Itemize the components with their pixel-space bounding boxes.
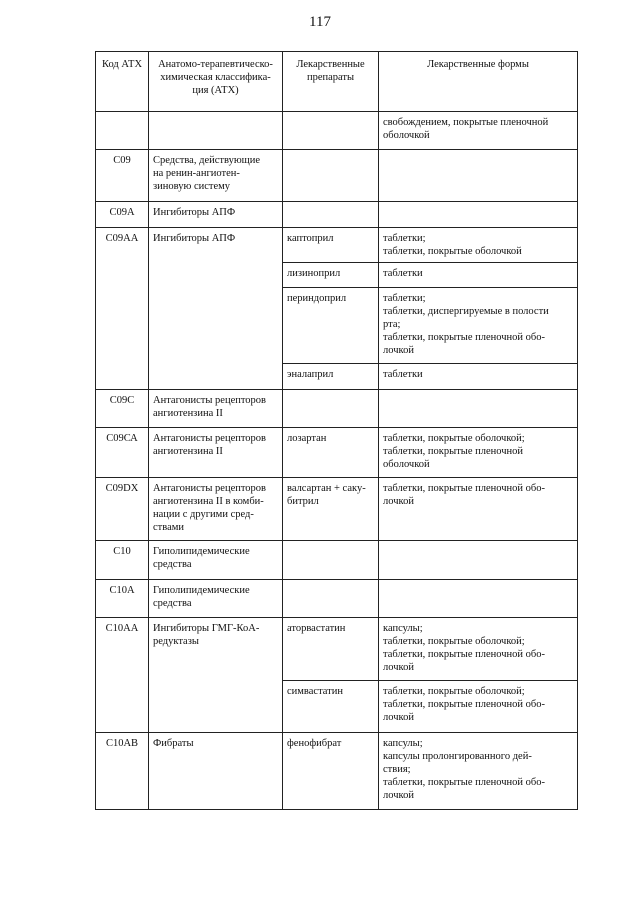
cell-classification: Гиполипидемические средства xyxy=(149,541,283,580)
cell-dosage-form xyxy=(379,150,578,202)
cell-drug xyxy=(283,150,379,202)
cell-atx-code: С10АА xyxy=(96,618,149,733)
cell-classification: Антагонисты рецепторов ангиотензина II xyxy=(149,428,283,478)
cell-atx-code: С10А xyxy=(96,580,149,618)
cell-drug xyxy=(283,112,379,150)
cell-drug xyxy=(283,202,379,228)
cell-drug: эналаприл xyxy=(283,364,379,390)
table-row xyxy=(96,390,578,428)
table-body xyxy=(96,112,578,810)
cell-classification: Ингибиторы ГМГ-КоА- редуктазы xyxy=(149,618,283,733)
cell-atx-code: С09С xyxy=(96,390,149,428)
cell-dosage-form: таблетки, покрытые пленочной обо- лочкой xyxy=(379,478,578,541)
header-atx-code: Код АТХ xyxy=(96,52,149,112)
header-atx-classification: Анатомо-терапевтическо- химическая классифика- ция (АТХ) xyxy=(149,52,283,112)
cell-dosage-form xyxy=(379,580,578,618)
page-number: 117 xyxy=(309,14,331,30)
cell-dosage-form: таблетки xyxy=(379,263,578,288)
cell-drug: симвастатин xyxy=(283,681,379,733)
cell-atx-code: С10 xyxy=(96,541,149,580)
cell-classification: Ингибиторы АПФ xyxy=(149,228,283,390)
cell-atx-code xyxy=(96,112,149,150)
cell-drug: фенофибрат xyxy=(283,733,379,810)
cell-drug xyxy=(283,390,379,428)
cell-classification: Фибраты xyxy=(149,733,283,810)
cell-classification: Ингибиторы АПФ xyxy=(149,202,283,228)
table-row xyxy=(96,580,578,618)
cell-drug: каптоприл xyxy=(283,228,379,263)
cell-classification: Гиполипидемические средства xyxy=(149,580,283,618)
cell-dosage-form: таблетки, покрытые оболочкой; таблетки, покрытые пленочной обо- лочкой xyxy=(379,681,578,733)
cell-drug: валсартан + саку- битрил xyxy=(283,478,379,541)
cell-classification xyxy=(149,112,283,150)
table-row xyxy=(96,428,578,478)
table-header-row xyxy=(96,52,578,112)
atx-classification-table xyxy=(95,51,578,810)
cell-atx-code: С09 xyxy=(96,150,149,202)
cell-classification: Антагонисты рецепторов ангиотензина II в комби- нации с другими сред- ствами xyxy=(149,478,283,541)
cell-dosage-form xyxy=(379,390,578,428)
table-row xyxy=(96,733,578,810)
cell-dosage-form: таблетки xyxy=(379,364,578,390)
cell-classification: Средства, действующие на ренин-ангиотен- зиновую систему xyxy=(149,150,283,202)
cell-drug xyxy=(283,580,379,618)
cell-drug: лизиноприл xyxy=(283,263,379,288)
table-row xyxy=(96,478,578,541)
header-drugs: Лекарственные препараты xyxy=(283,52,379,112)
cell-dosage-form: свобождением, покрытые пленочной оболочкой xyxy=(379,112,578,150)
table-row xyxy=(96,228,578,263)
table-row xyxy=(96,202,578,228)
cell-drug: лозартан xyxy=(283,428,379,478)
cell-drug: аторвастатин xyxy=(283,618,379,681)
cell-classification: Антагонисты рецепторов ангиотензина II xyxy=(149,390,283,428)
cell-atx-code: С09СА xyxy=(96,428,149,478)
table-row xyxy=(96,618,578,681)
table-row xyxy=(96,541,578,580)
table-row xyxy=(96,150,578,202)
table-row xyxy=(96,112,578,150)
cell-dosage-form: таблетки; таблетки, покрытые оболочкой xyxy=(379,228,578,263)
cell-atx-code: С10АВ xyxy=(96,733,149,810)
cell-drug: периндоприл xyxy=(283,288,379,364)
cell-atx-code: С09А xyxy=(96,202,149,228)
cell-drug xyxy=(283,541,379,580)
cell-atx-code: С09АА xyxy=(96,228,149,390)
cell-dosage-form xyxy=(379,541,578,580)
header-dosage-forms: Лекарственные формы xyxy=(379,52,578,112)
cell-dosage-form: капсулы; капсулы пролонгированного дей- ствия; таблетки, покрытые пленочной обо- лочкой xyxy=(379,733,578,810)
cell-dosage-form: капсулы; таблетки, покрытые оболочкой; таблетки, покрытые пленочной обо- лочкой xyxy=(379,618,578,681)
cell-atx-code: С09DX xyxy=(96,478,149,541)
cell-dosage-form: таблетки, покрытые оболочкой; таблетки, покрытые пленочной оболочкой xyxy=(379,428,578,478)
cell-dosage-form: таблетки; таблетки, диспергируемые в полости рта; таблетки, покрытые пленочной обо- лочкой xyxy=(379,288,578,364)
cell-dosage-form xyxy=(379,202,578,228)
